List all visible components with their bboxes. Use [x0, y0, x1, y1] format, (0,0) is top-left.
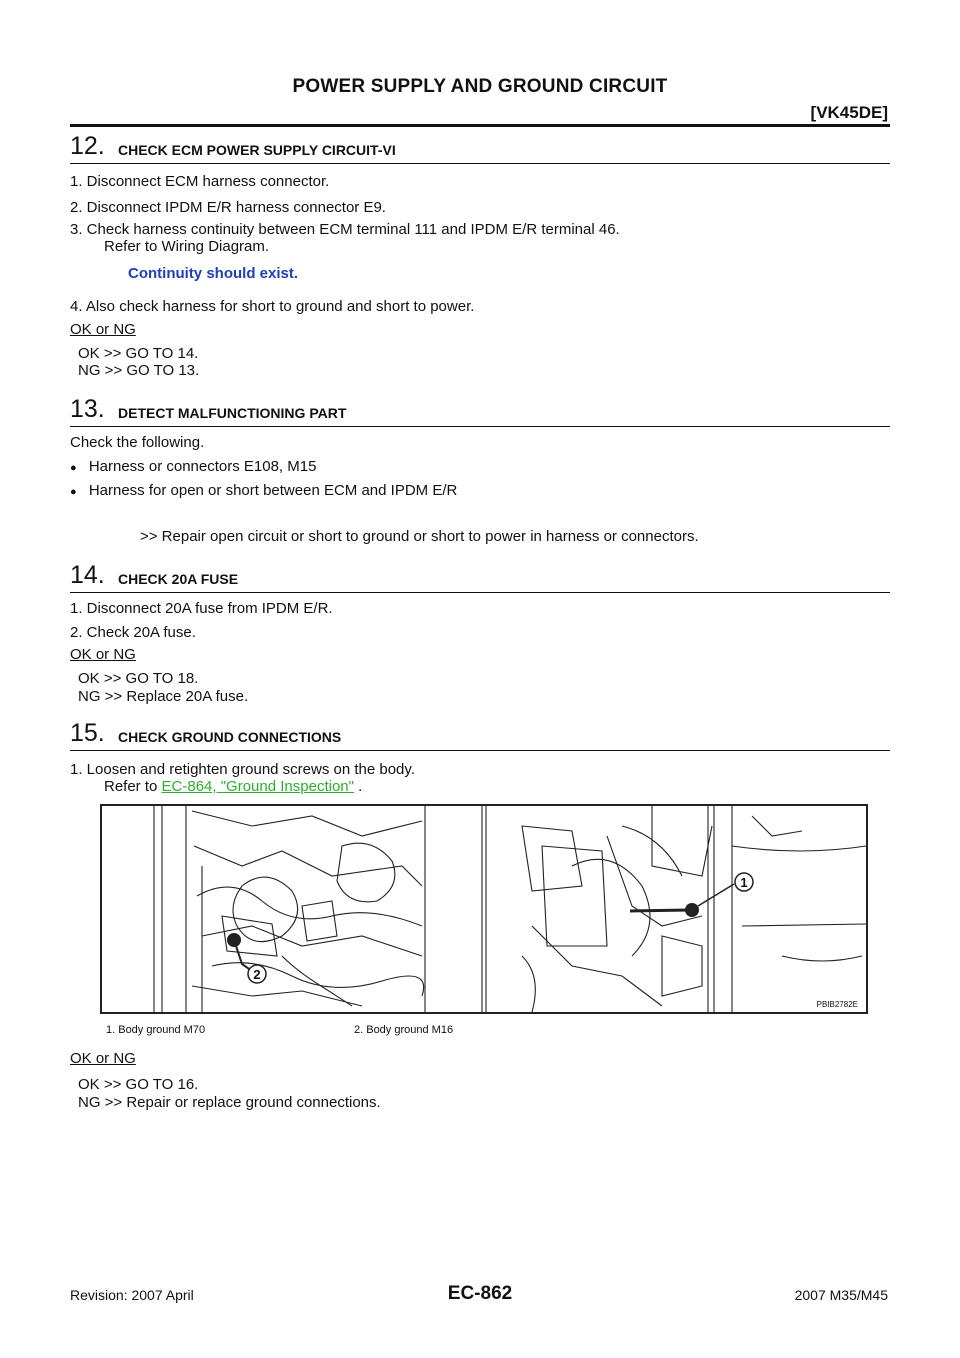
step-12-header — [70, 133, 890, 164]
ground-inspection-link[interactable]: EC-864, "Ground Inspection" — [161, 778, 354, 795]
step-heading: CHECK 20A FUSE — [118, 571, 239, 587]
step-number: 15. — [70, 719, 105, 747]
step-14-line-2: 2. Check 20A fuse. — [70, 624, 196, 641]
step-number: 14. — [70, 561, 105, 589]
engine-bay-photo — [102, 806, 866, 1012]
bullet-icon: ● — [70, 462, 77, 474]
revision-text: Revision: 2007 April — [70, 1287, 194, 1303]
engine-model: [VK45DE] — [810, 103, 888, 122]
bullet-item — [70, 458, 316, 477]
page-title: POWER SUPPLY AND GROUND CIRCUIT — [292, 76, 668, 97]
ng-result: NG >> GO TO 13. — [78, 362, 200, 379]
step-heading: DETECT MALFUNCTIONING PART — [118, 405, 347, 421]
vehicle-model: 2007 M35/M45 — [794, 1287, 888, 1303]
ok-or-ng-label: OK or NG — [70, 321, 136, 338]
step-12-line-2: 2. Disconnect IPDM E/R harness connector E9. — [70, 199, 386, 216]
page-number: EC-862 — [447, 1283, 513, 1304]
step-heading: CHECK ECM POWER SUPPLY CIRCUIT-VI — [118, 142, 396, 158]
step-13-result: >> Repair open circuit or short to ground or short to power in harness or connectors. — [140, 528, 699, 545]
ground-location-figure — [100, 804, 868, 1014]
ng-result: NG >> Repair or replace ground connections. — [78, 1094, 381, 1111]
refer-text: Refer to — [104, 778, 162, 795]
caption-2: 2. Body ground M16 — [354, 1024, 454, 1036]
step-13-intro: Check the following. — [70, 434, 205, 451]
step-number: 13. — [70, 395, 105, 423]
callout-2-label: 2 — [253, 967, 261, 982]
step-13-header — [70, 396, 890, 427]
step-number: 12. — [70, 132, 105, 160]
ok-result: OK >> GO TO 14. — [78, 345, 199, 362]
step-15-line-1: 1. Loosen and retighten ground screws on the body. — [70, 761, 415, 778]
step-12-line-4: 4. Also check harness for short to ground and short to power. — [70, 298, 475, 315]
header-rule — [70, 124, 890, 127]
ok-result: OK >> GO TO 16. — [78, 1076, 199, 1093]
ng-result: NG >> Replace 20A fuse. — [78, 688, 249, 705]
refer-line — [104, 778, 362, 795]
spec-text: Continuity should exist. — [128, 265, 299, 282]
figure-code: PBIB2782E — [816, 1000, 858, 1009]
callout-1-label: 1 — [740, 875, 748, 890]
step-12-line-3: 3. Check harness continuity between ECM terminal 111 and IPDM E/R terminal 46. — [70, 221, 620, 238]
step-14-header — [70, 562, 890, 593]
ok-or-ng-label: OK or NG — [70, 646, 136, 663]
step-15-header — [70, 720, 890, 751]
bullet-text: Harness for open or short between ECM and IPDM E/R — [88, 482, 458, 499]
bullet-item — [70, 482, 457, 501]
bullet-text: Harness or connectors E108, M15 — [88, 458, 317, 475]
bullet-icon: ● — [70, 486, 77, 498]
step-12-line-3b: Refer to Wiring Diagram. — [104, 238, 270, 255]
step-12-line-1: 1. Disconnect ECM harness connector. — [70, 173, 330, 190]
step-14-line-1: 1. Disconnect 20A fuse from IPDM E/R. — [70, 600, 333, 617]
caption-1: 1. Body ground M70 — [106, 1024, 206, 1036]
refer-after: . — [353, 778, 363, 795]
ok-or-ng-label: OK or NG — [70, 1050, 136, 1067]
ok-result: OK >> GO TO 18. — [78, 670, 199, 687]
step-heading: CHECK GROUND CONNECTIONS — [118, 729, 342, 745]
